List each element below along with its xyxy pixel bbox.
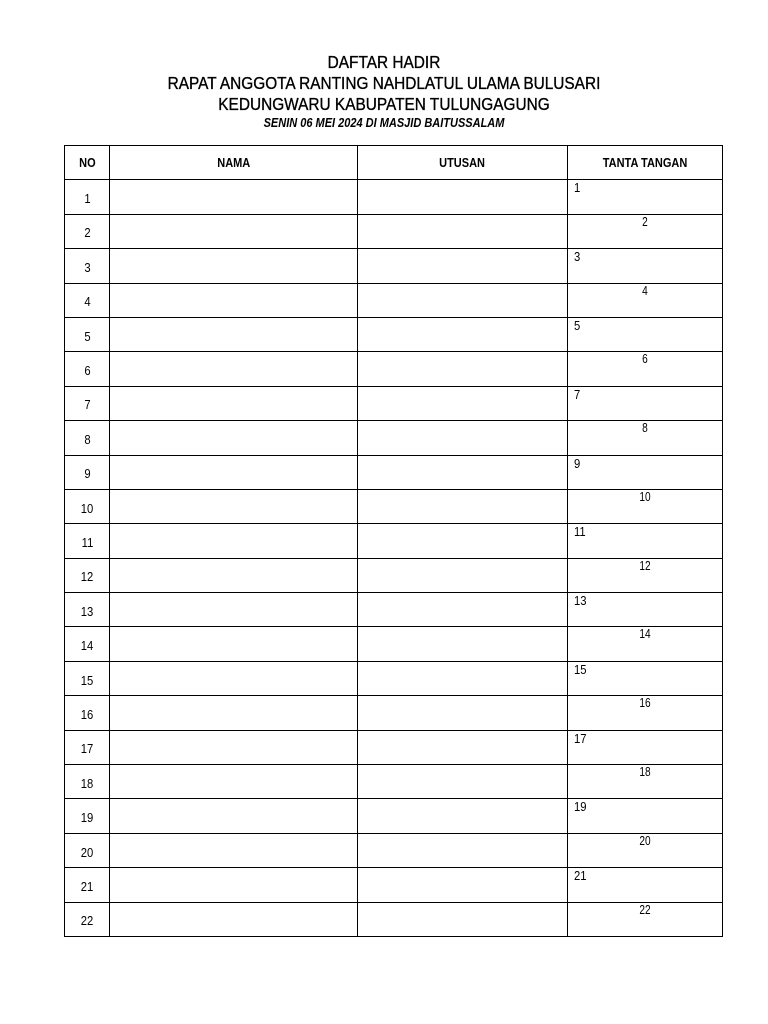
signature-number [574, 525, 586, 539]
table-row [65, 283, 723, 317]
utusan-cell[interactable] [358, 593, 568, 627]
row-number-cell [65, 386, 110, 420]
signature-cell[interactable] [568, 180, 723, 214]
row-number-cell [65, 868, 110, 902]
signature-number-text: 20 [639, 833, 651, 848]
row-number: 15 [80, 673, 94, 688]
nama-cell[interactable] [110, 627, 358, 661]
utusan-cell[interactable] [358, 868, 568, 902]
row-number-cell [65, 214, 110, 248]
table-row [65, 558, 723, 592]
row-number-cell [65, 627, 110, 661]
table-row [65, 765, 723, 799]
row-number: 6 [83, 364, 91, 379]
signature-number-text: 9 [574, 456, 581, 471]
row-number-cell [65, 421, 110, 455]
signature-cell[interactable] [568, 214, 723, 248]
nama-cell[interactable] [110, 902, 358, 936]
row-number-cell [65, 455, 110, 489]
row-number-cell [65, 696, 110, 730]
row-number: 17 [80, 742, 94, 757]
signature-cell[interactable] [568, 317, 723, 351]
signature-cell[interactable] [568, 902, 723, 936]
row-number: 22 [80, 914, 94, 929]
nama-cell[interactable] [110, 765, 358, 799]
signature-cell[interactable] [568, 799, 723, 833]
table-row [65, 593, 723, 627]
signature-number-text: 8 [642, 421, 648, 436]
signature-cell[interactable] [568, 627, 723, 661]
signature-cell[interactable] [568, 524, 723, 558]
signature-number [574, 800, 587, 814]
row-number: 11 [81, 535, 93, 550]
row-number-cell [65, 180, 110, 214]
signature-number-text: 1 [574, 181, 581, 196]
row-number: 21 [80, 879, 94, 894]
signature-number [574, 319, 580, 333]
signature-number [574, 663, 587, 677]
row-number-cell [65, 799, 110, 833]
utusan-cell[interactable] [358, 730, 568, 764]
signature-number [574, 732, 587, 746]
signature-number-text: 17 [574, 731, 587, 746]
signature-cell[interactable] [568, 696, 723, 730]
utusan-cell[interactable] [358, 833, 568, 867]
nama-cell[interactable] [110, 249, 358, 283]
utusan-cell[interactable] [358, 249, 568, 283]
nama-cell[interactable] [110, 696, 358, 730]
utusan-cell[interactable] [358, 524, 568, 558]
signature-number-text: 10 [639, 489, 651, 504]
nama-cell[interactable] [110, 489, 358, 523]
table-row [65, 696, 723, 730]
signature-number-text: 12 [639, 558, 651, 573]
signature-number-text: 3 [574, 250, 581, 265]
table-header-row [65, 146, 723, 180]
row-number: 19 [80, 811, 94, 826]
signature-cell[interactable] [568, 730, 723, 764]
row-number-cell [65, 833, 110, 867]
utusan-cell[interactable] [358, 799, 568, 833]
nama-cell[interactable] [110, 524, 358, 558]
signature-cell[interactable] [568, 386, 723, 420]
column-header-utusan: UTUSAN [358, 146, 568, 180]
signature-number [574, 388, 580, 402]
table-row [65, 386, 723, 420]
utusan-cell[interactable] [358, 283, 568, 317]
row-number-cell [65, 283, 110, 317]
nama-cell[interactable] [110, 833, 358, 867]
table-row [65, 421, 723, 455]
signature-cell[interactable] [568, 283, 723, 317]
table-body [65, 180, 723, 937]
attendance-table [64, 145, 723, 937]
event-date-venue: SENIN 06 MEI 2024 DI MASJID BAITUSSALAM [263, 116, 505, 130]
table-row [65, 799, 723, 833]
event-location: KEDUNGWARU KABUPATEN TULUNGAGUNG [218, 94, 550, 114]
signature-number-text: 18 [639, 765, 651, 780]
column-header-nama: NAMA [110, 146, 358, 180]
signature-number-text: 7 [574, 387, 581, 402]
row-number: 1 [83, 192, 91, 207]
row-number: 7 [83, 398, 91, 413]
row-number-cell [65, 765, 110, 799]
row-number-cell [65, 352, 110, 386]
row-number: 10 [80, 501, 94, 516]
table-row [65, 627, 723, 661]
row-number: 3 [83, 260, 91, 275]
signature-number-text: 2 [642, 214, 648, 229]
row-number: 14 [80, 639, 94, 654]
utusan-cell[interactable] [358, 661, 568, 695]
table-row [65, 524, 723, 558]
row-number: 2 [83, 226, 91, 241]
row-number: 4 [83, 295, 91, 310]
nama-cell[interactable] [110, 421, 358, 455]
signature-number-text: 4 [642, 283, 648, 298]
table-row [65, 214, 723, 248]
row-number-cell [65, 249, 110, 283]
signature-cell[interactable] [568, 868, 723, 902]
nama-cell[interactable] [110, 730, 358, 764]
row-number-cell [65, 730, 110, 764]
signature-cell[interactable] [568, 558, 723, 592]
nama-cell[interactable] [110, 180, 358, 214]
row-number: 8 [83, 432, 91, 447]
utusan-cell[interactable] [358, 421, 568, 455]
table-row [65, 249, 723, 283]
table-row [65, 489, 723, 523]
signature-number-text: 14 [639, 627, 651, 642]
row-number: 13 [80, 604, 94, 619]
row-number-cell [65, 317, 110, 351]
column-header-tanda-tangan: TANTA TANGAN [568, 146, 723, 180]
nama-cell[interactable] [110, 593, 358, 627]
nama-cell[interactable] [110, 799, 358, 833]
row-number: 20 [80, 845, 94, 860]
signature-cell[interactable] [568, 249, 723, 283]
signature-cell[interactable] [568, 661, 723, 695]
signature-number-text: 11 [574, 525, 586, 540]
row-number-cell [65, 902, 110, 936]
signature-number-text: 21 [574, 869, 587, 884]
table-row [65, 730, 723, 764]
signature-number [574, 181, 580, 195]
nama-cell[interactable] [110, 661, 358, 695]
signature-cell[interactable] [568, 593, 723, 627]
utusan-cell[interactable] [358, 558, 568, 592]
row-number-cell [65, 558, 110, 592]
nama-cell[interactable] [110, 214, 358, 248]
signature-number-text: 22 [639, 902, 651, 917]
utusan-cell[interactable] [358, 627, 568, 661]
table-row [65, 833, 723, 867]
signature-cell[interactable] [568, 833, 723, 867]
row-number: 18 [80, 776, 94, 791]
utusan-cell[interactable] [358, 696, 568, 730]
utusan-cell[interactable] [358, 902, 568, 936]
table-row [65, 455, 723, 489]
table-row [65, 352, 723, 386]
signature-number [574, 594, 587, 608]
table-row [65, 180, 723, 214]
row-number-cell [65, 593, 110, 627]
signature-number-text: 15 [574, 662, 587, 677]
row-number: 12 [80, 570, 94, 585]
utusan-cell[interactable] [358, 214, 568, 248]
signature-number [574, 457, 580, 471]
row-number-cell [65, 524, 110, 558]
event-title: RAPAT ANGGOTA RANTING NAHDLATUL ULAMA BULUSARI [167, 73, 601, 93]
signature-number [574, 869, 587, 883]
nama-cell[interactable] [110, 283, 358, 317]
signature-number-text: 5 [574, 318, 581, 333]
signature-cell[interactable] [568, 765, 723, 799]
table-row [65, 317, 723, 351]
table-row [65, 661, 723, 695]
utusan-cell[interactable] [358, 180, 568, 214]
signature-cell[interactable] [568, 421, 723, 455]
nama-cell[interactable] [110, 455, 358, 489]
signature-number-text: 16 [639, 696, 651, 711]
column-header-no: NO [65, 146, 110, 180]
utusan-cell[interactable] [358, 765, 568, 799]
signature-cell[interactable] [568, 352, 723, 386]
document-title: DAFTAR HADIR [327, 52, 441, 72]
nama-cell[interactable] [110, 386, 358, 420]
row-number: 5 [83, 329, 91, 344]
table-row [65, 902, 723, 936]
signature-cell[interactable] [568, 489, 723, 523]
row-number: 9 [83, 467, 91, 482]
signature-number-text: 19 [574, 800, 587, 815]
signature-number-text: 13 [574, 594, 587, 609]
nama-cell[interactable] [110, 352, 358, 386]
utusan-cell[interactable] [358, 455, 568, 489]
nama-cell[interactable] [110, 317, 358, 351]
row-number-cell [65, 489, 110, 523]
nama-cell[interactable] [110, 558, 358, 592]
row-number: 16 [80, 707, 94, 722]
signature-number [574, 250, 580, 264]
utusan-cell[interactable] [358, 489, 568, 523]
utusan-cell[interactable] [358, 352, 568, 386]
signature-cell[interactable] [568, 455, 723, 489]
signature-number-text: 6 [642, 352, 648, 367]
utusan-cell[interactable] [358, 317, 568, 351]
row-number-cell [65, 661, 110, 695]
document-header [46, 52, 722, 131]
nama-cell[interactable] [110, 868, 358, 902]
utusan-cell[interactable] [358, 386, 568, 420]
table-row [65, 868, 723, 902]
